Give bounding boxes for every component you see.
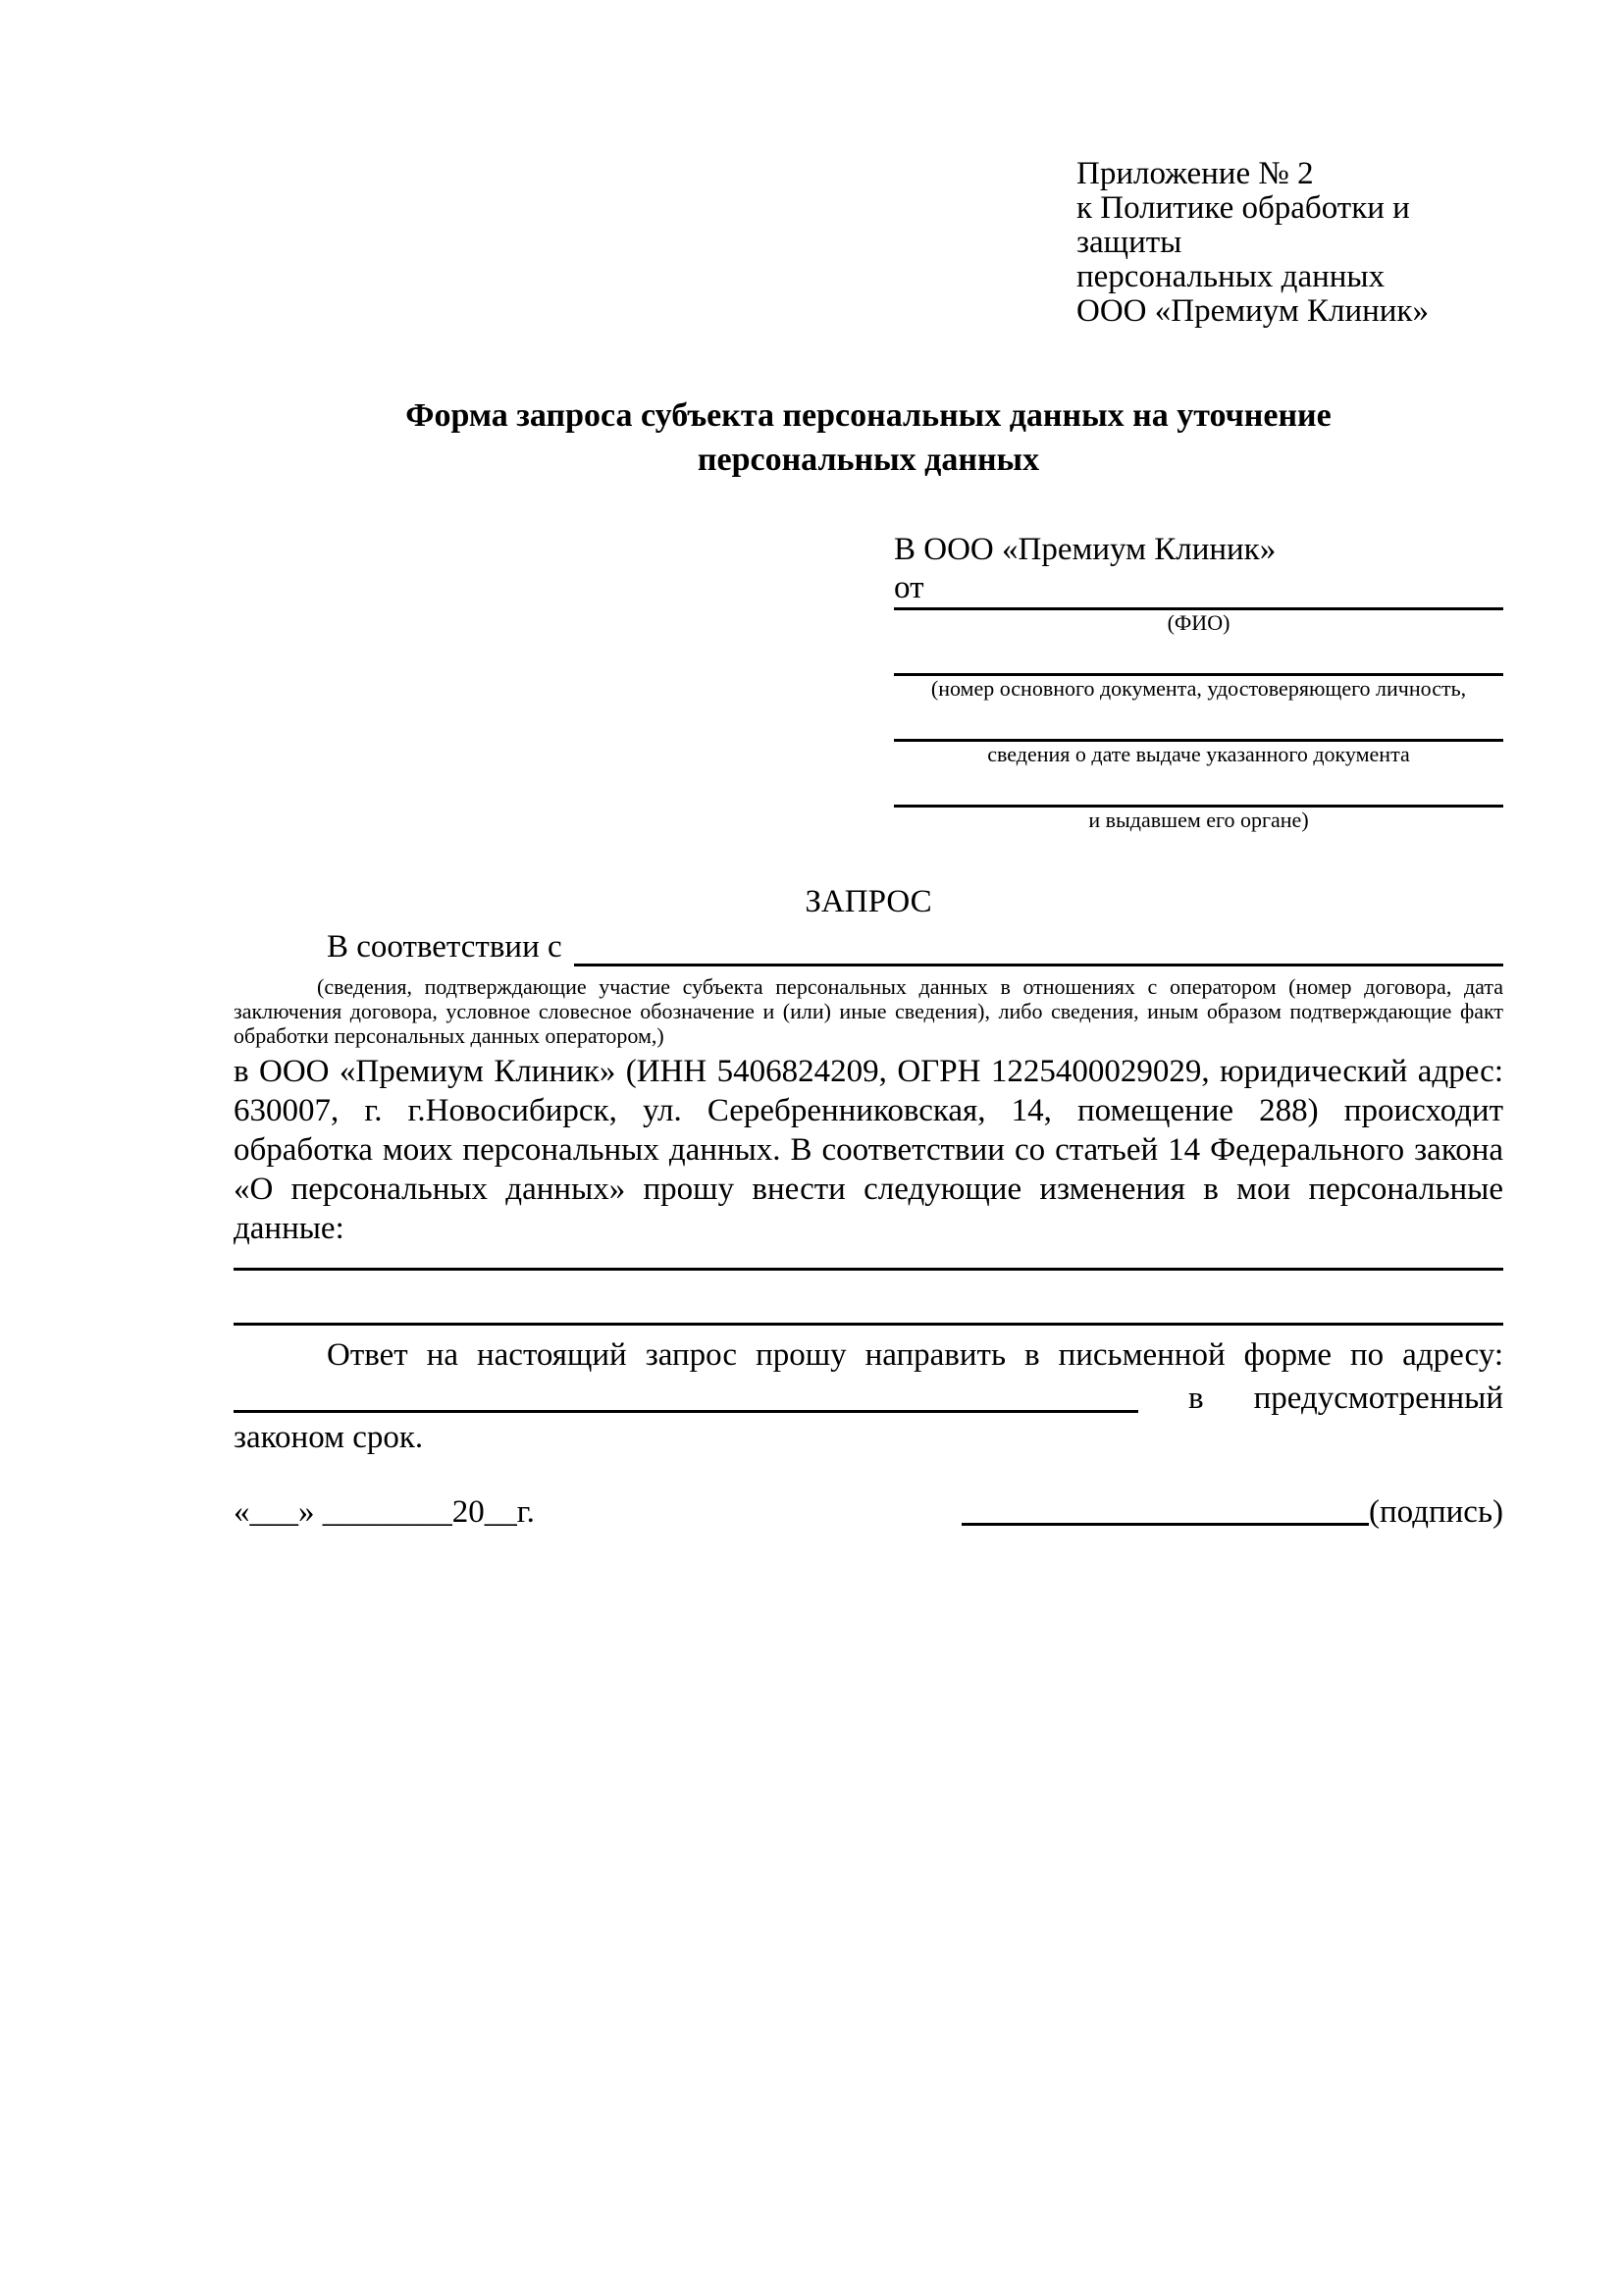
appendix-line: ООО «Премиум Клиник» [1076,293,1429,329]
field-issue-date [894,739,1503,767]
addressee-to: В ООО «Премиум Клиник» [894,532,1277,567]
fio-caption: (ФИО) [1167,610,1230,635]
appendix-line: Приложение № 2 [1076,156,1314,191]
field-fio [894,607,1503,636]
request-heading: ЗАПРОС [805,884,932,919]
appendix-line: к Политике обработки и защиты [1076,190,1410,260]
document-number-caption: (номер основного документа, удостоверяющего личность, [930,676,1467,701]
signature-blank-line [962,1523,1369,1526]
accordance-blank-line [574,931,1503,966]
date-blank: «___» ________20__г. [234,1494,535,1530]
addressee-block [894,531,1503,607]
reply-address-blank-line [234,1375,1138,1413]
reply-address-row [234,1375,1503,1418]
field-document-number [894,673,1503,702]
signature-area [962,1492,1503,1532]
changes-blank-line-1 [234,1248,1503,1271]
date-signature-row [234,1492,1503,1532]
signature-caption: (подпись) [1369,1494,1503,1530]
changes-blank-line-2 [234,1271,1503,1326]
reply-word-v: в [1188,1381,1204,1416]
body-paragraph: в ООО «Премиум Клиник» (ИНН 5406824209, ОГРН 1225400029029, юридический адрес: 630007, г. г.Новосибирск, ул. Серебренниковская, 14, помещение 288) происходит обработка моих персональных данных. В соответствии со статьей 14 Федерального закона «О персональных данных» прошу внести следующие изменения в мои персональные данные: [234,1054,1503,1246]
field-issuing-authority [894,805,1503,833]
reply-word-predusmotrennyj: предусмотренный [1253,1381,1503,1416]
issuing-authority-caption: и выдавшем его органе) [1088,808,1309,832]
accordance-footnote: (сведения, подтверждающие участие субъекта персональных данных в отношениях с оператором (номер договора, дата заключения договора, условное словесное обозначение и (или) иные сведения), либо сведения, иным образом подтверждающие факт обработки персональных данных оператором,) [234,974,1503,1048]
document-title: Форма запроса субъекта персональных данных на уточнение персональных данных [405,397,1332,478]
addressee-from: от [894,570,924,605]
issue-date-caption: сведения о дате выдаче указанного документа [987,742,1410,766]
appendix-note [1076,157,1503,329]
accordance-row [234,927,1503,966]
reply-sentence: Ответ на настоящий запрос прошу направить в письменной форме по адресу: [327,1337,1503,1373]
appendix-line: персональных данных [1076,259,1386,294]
accordance-prefix: В соответствии с [327,929,562,965]
reply-last-line: законом срок. [234,1420,424,1455]
